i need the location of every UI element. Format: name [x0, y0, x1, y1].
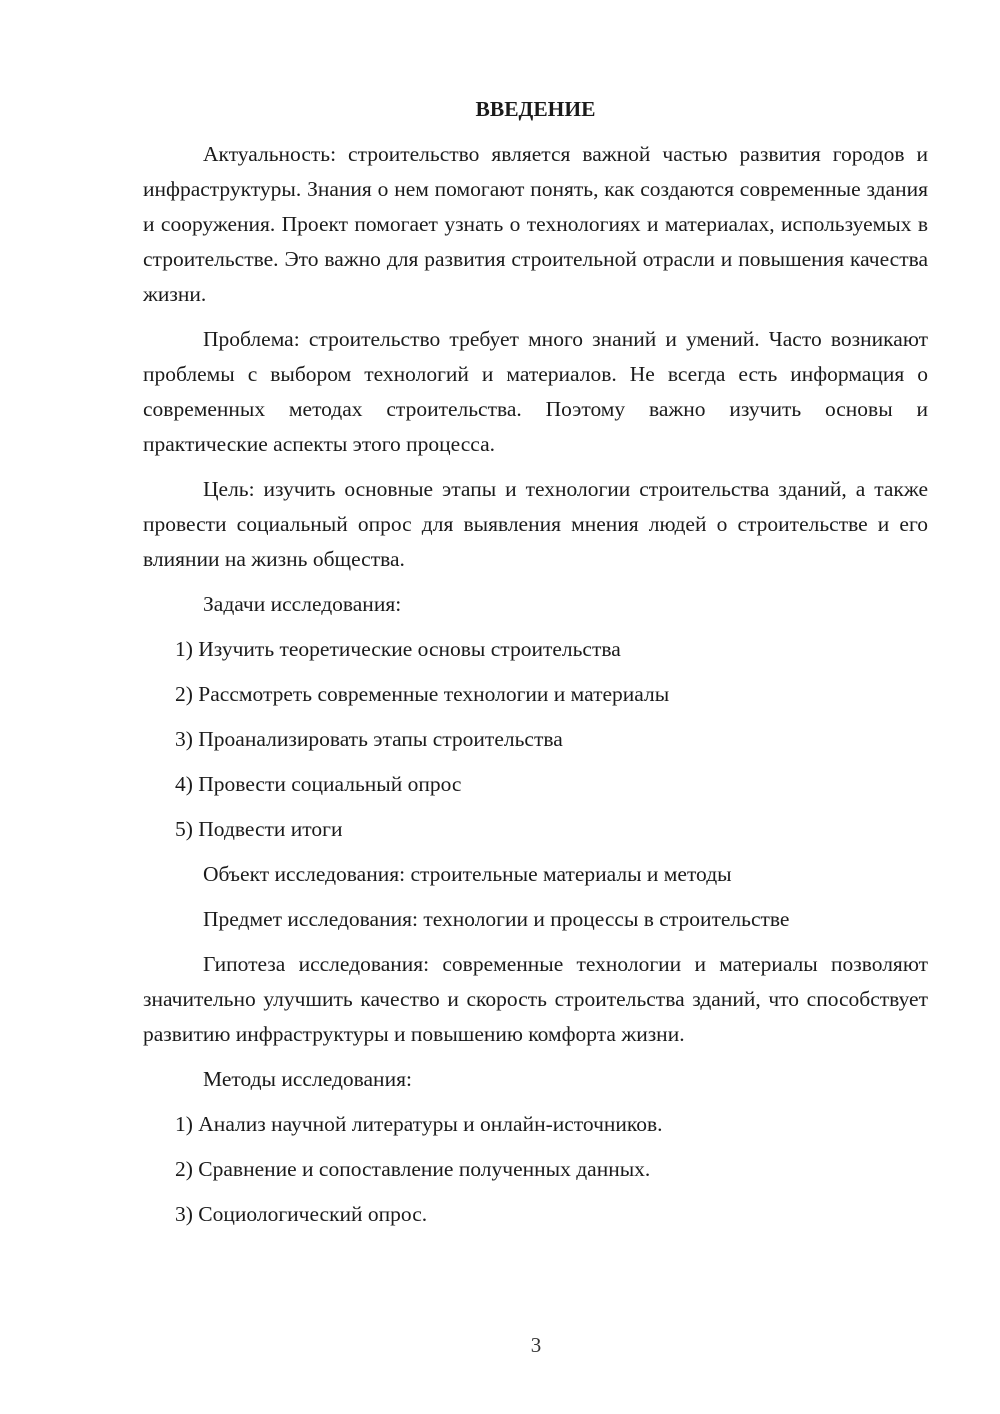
relevance-paragraph: Актуальность: строительство является важной частью развития городов и инфраструктуры. Знания о нем помогают понять, как создаются современные здания и сооружения. Проект помогает узнать о технологиях и материалах, используемых в строительстве. Это важно для развития строительной отрасли и повышения качества жизни. [143, 142, 928, 306]
subject-line: Предмет исследования: технологии и процессы в строительстве [203, 907, 790, 931]
tasks-heading: Задачи исследования: [203, 592, 402, 616]
list-item: 2) Сравнение и сопоставление полученных данных. [175, 1157, 651, 1181]
list-item: 1) Анализ научной литературы и онлайн-источников. [175, 1112, 663, 1136]
object-line: Объект исследования: строительные материалы и методы [203, 862, 732, 886]
methods-heading: Методы исследования: [203, 1067, 412, 1091]
list-item: 3) Социологический опрос. [175, 1202, 428, 1226]
list-item: 1) Изучить теоретические основы строительства [175, 637, 621, 661]
list-item: 2) Рассмотреть современные технологии и материалы [175, 682, 670, 706]
hypothesis-paragraph: Гипотеза исследования: современные технологии и материалы позволяют значительно улучшить качество и скорость строительства зданий, что способствует развитию инфраструктуры и повышению комфорта жизни. [143, 952, 928, 1046]
document-page [143, 92, 928, 1242]
tasks-list [143, 632, 928, 847]
goal-paragraph: Цель: изучить основные этапы и технологии строительства зданий, а также провести социальный опрос для выявления мнения людей о строительстве и его влиянии на жизнь общества. [143, 477, 928, 571]
list-item: 5) Подвести итоги [175, 817, 343, 841]
section-title: ВВЕДЕНИЕ [475, 97, 596, 121]
list-item: 3) Проанализировать этапы строительства [175, 727, 563, 751]
methods-list [143, 1107, 928, 1232]
page-number: 3 [530, 1333, 542, 1357]
problem-paragraph: Проблема: строительство требует много знаний и умений. Часто возникают проблемы с выбором технологий и материалов. Не всегда есть информация о современных методах строительства. Поэтому важно изучить основы и практические аспекты этого процесса. [143, 327, 928, 456]
list-item: 4) Провести социальный опрос [175, 772, 462, 796]
